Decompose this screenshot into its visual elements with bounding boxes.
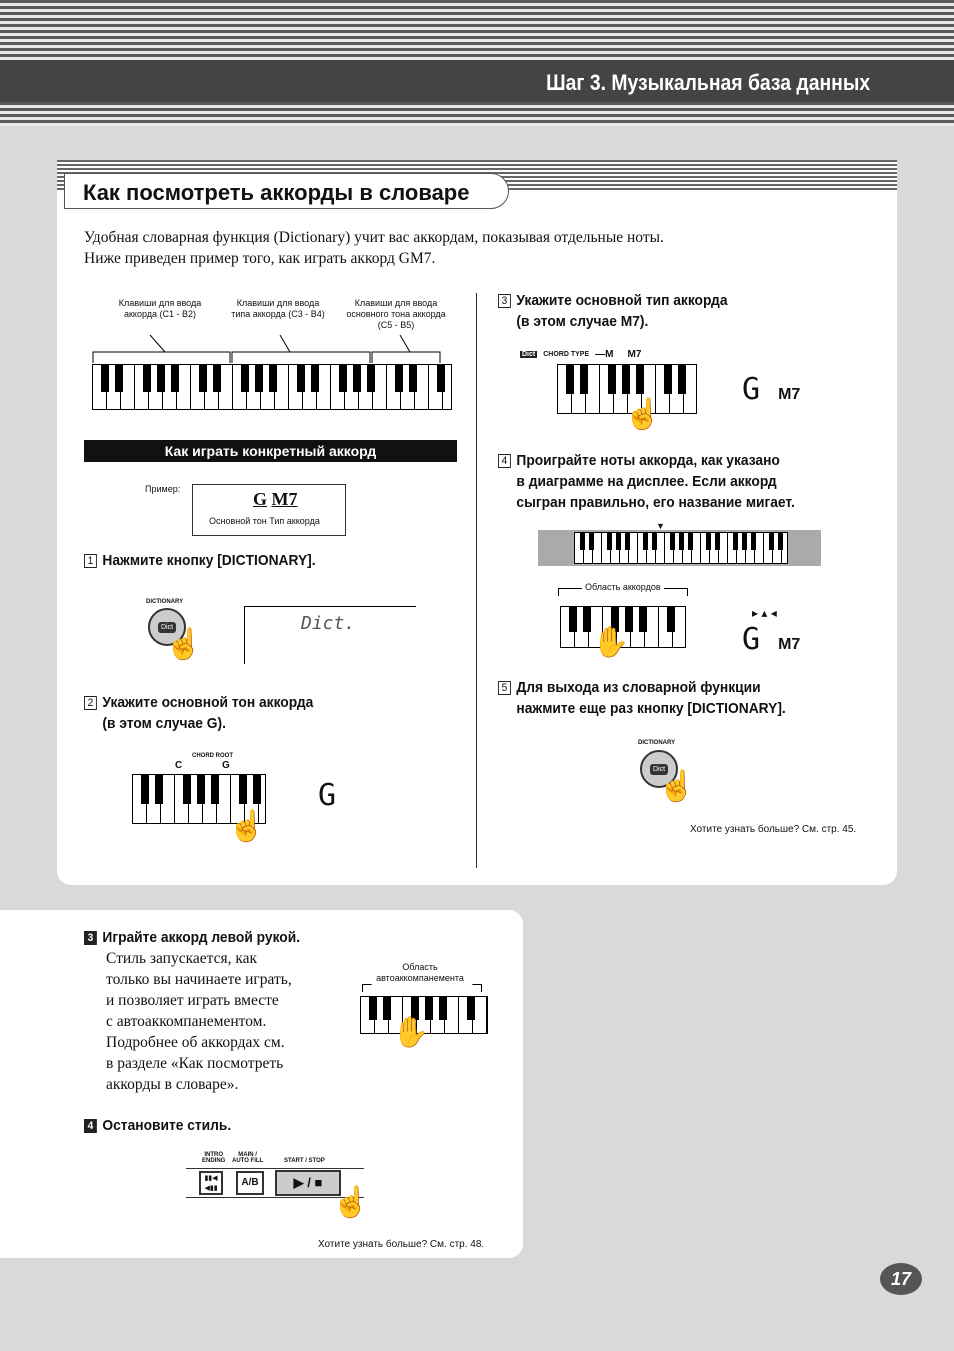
example-root: G: [253, 489, 268, 509]
type-keyboard-black-keys: [557, 364, 697, 394]
body-line: с автоаккомпанементом.: [106, 1013, 267, 1030]
keys-label-type: Клавиши для ввода типа аккорда (C3 - B4): [231, 298, 325, 319]
full-keyboard-black-keys: [92, 364, 452, 392]
chord-type-label: CHORD TYPE: [543, 351, 590, 358]
ending-label: ENDING: [202, 1158, 226, 1164]
intro-line: Удобная словарная функция (Dictionary) учит вас аккордам, показывая отдельные ноты.: [84, 229, 664, 246]
main-autofill-button[interactable]: A/B: [236, 1171, 264, 1195]
step-2: [84, 692, 313, 734]
body-line: в разделе «Как посмотреть: [106, 1055, 284, 1072]
step-1: [84, 550, 316, 571]
step-text: Укажите основной тип аккорда: [516, 292, 728, 309]
step-4: [498, 450, 795, 513]
intro-label: INTRO: [204, 1152, 223, 1158]
intro-text: [84, 227, 844, 269]
step-text: Нажмите кнопку [DICTIONARY].: [102, 552, 316, 569]
key-c-label: C: [175, 760, 183, 771]
lcd-display: [244, 606, 416, 664]
root-keyboard-black-keys: [132, 774, 266, 804]
example-box: [192, 484, 346, 536]
pointing-hand-icon: ☝: [165, 628, 203, 661]
chord-type-row: Dict CHORD TYPE —M M7: [522, 349, 642, 360]
body-line: Подробнее об аккордах см.: [106, 1034, 285, 1051]
lcd-root: G: [742, 372, 761, 407]
step-text: в диаграмме на дисплее. Если аккорд: [516, 473, 777, 490]
example-label: Пример:: [145, 484, 181, 494]
hand-icon: ✋: [392, 1016, 430, 1049]
body-line: Стиль запускается, как: [106, 950, 258, 967]
step-number: 5: [498, 681, 511, 695]
step-3: [498, 290, 727, 332]
chord-area-label: Область аккордов: [582, 582, 664, 592]
blink-arrows-icon: ▸ ▴ ◂: [752, 606, 777, 620]
page-title: Шаг 3. Музыкальная база данных: [545, 70, 870, 95]
pointing-hand-icon: ☝: [658, 770, 696, 803]
accomp-area-line: Область: [402, 962, 438, 972]
lcd-chord-blinking: [742, 622, 800, 657]
dictionary-label: DICTIONARY: [638, 740, 676, 746]
key-g-label: G: [222, 760, 230, 771]
step-text: Для выхода из словарной функции: [516, 679, 761, 696]
start-stop-button[interactable]: ▶ / ■: [275, 1170, 341, 1196]
step-text: Проиграйте ноты аккорда, как указано: [516, 452, 780, 469]
dict-badge: Dict: [522, 351, 536, 358]
hand-icon: ✋: [592, 626, 630, 659]
step-number: 3: [498, 294, 511, 308]
more-info-link: Хотите узнать больше? См. стр. 45.: [690, 824, 857, 835]
intro-line: Ниже приведен пример того, как играть аккорд GM7.: [84, 250, 436, 267]
pointing-hand-icon: ☝: [228, 810, 266, 843]
keyboard-brackets: [90, 330, 450, 364]
accomp-area-label: [360, 962, 480, 984]
step-text: нажмите еще раз кнопку [DICTIONARY].: [516, 700, 786, 717]
step-5: [498, 677, 786, 719]
body-line: только вы начинаете играть,: [106, 971, 292, 988]
chord-type-m: M: [605, 349, 614, 360]
pointing-hand-icon: ☝: [332, 1186, 370, 1219]
display-keyboard-black-keys: [574, 532, 788, 550]
step-title: Играйте аккорд левой рукой.: [102, 929, 301, 946]
lcd-root-g: G: [318, 778, 337, 813]
bottom-step-3-body: [106, 948, 292, 1095]
accomp-area-line: автоаккомпанемента: [376, 973, 464, 983]
step-number: 4: [498, 454, 511, 468]
body-line: и позволяет играть вместе: [106, 992, 279, 1009]
step-number: 2: [84, 696, 97, 710]
startstop-label: START / STOP: [284, 1158, 325, 1164]
example-type-caption: Тип аккорда: [269, 516, 320, 526]
dictionary-label: DICTIONARY: [146, 599, 184, 605]
keys-label-chord: Клавиши для ввода аккорда (C1 - B2): [118, 298, 202, 319]
main-label: MAIN /: [238, 1152, 257, 1158]
step-text: (в этом случае M7).: [516, 313, 649, 330]
lcd-type: M7: [778, 386, 801, 403]
lcd-chord-gm7: [742, 372, 800, 407]
step-number: 4: [84, 1119, 97, 1133]
marker-triangle-icon: ▼: [656, 521, 665, 531]
step-text: Укажите основной тон аккорда: [102, 694, 314, 711]
dict-button-label: Dict: [650, 764, 668, 775]
bottom-step-4: [84, 1115, 231, 1136]
column-divider: [476, 293, 477, 868]
pointing-hand-icon: ☝: [624, 398, 662, 431]
subhead-bar: Как играть конкретный аккорд: [84, 440, 457, 462]
step-text: (в этом случае G).: [102, 715, 226, 732]
dict-button-label: Dict: [158, 622, 176, 633]
body-line: аккорды в словаре».: [106, 1076, 239, 1093]
chord-root-label: CHORD ROOT: [192, 753, 233, 759]
step-number: 3: [84, 931, 97, 945]
lcd-text: Dict.: [301, 613, 356, 634]
autofill-label: AUTO FILL: [232, 1158, 264, 1164]
example-root-caption: Основной тон: [209, 516, 267, 526]
keys-label-root: Клавиши для ввода основного тона аккорда (C5 - B5): [346, 298, 446, 330]
page-number: 17: [880, 1263, 922, 1295]
bottom-step-3: [84, 927, 300, 948]
lcd-root: G: [742, 622, 761, 657]
more-info-link: Хотите узнать больше? См. стр. 48.: [318, 1239, 485, 1250]
lcd-type: M7: [778, 636, 801, 653]
intro-ending-button[interactable]: ▮▮◀ ◀▮▮: [199, 1171, 223, 1195]
step-title: Остановите стиль.: [102, 1117, 232, 1134]
example-type: M7: [271, 489, 298, 509]
step-number: 1: [84, 554, 97, 568]
chord-type-m7: M7: [627, 349, 642, 360]
section-title: Как посмотреть аккорды в словаре: [64, 173, 509, 209]
step-text: сыгран правильно, его название мигает.: [516, 494, 795, 511]
